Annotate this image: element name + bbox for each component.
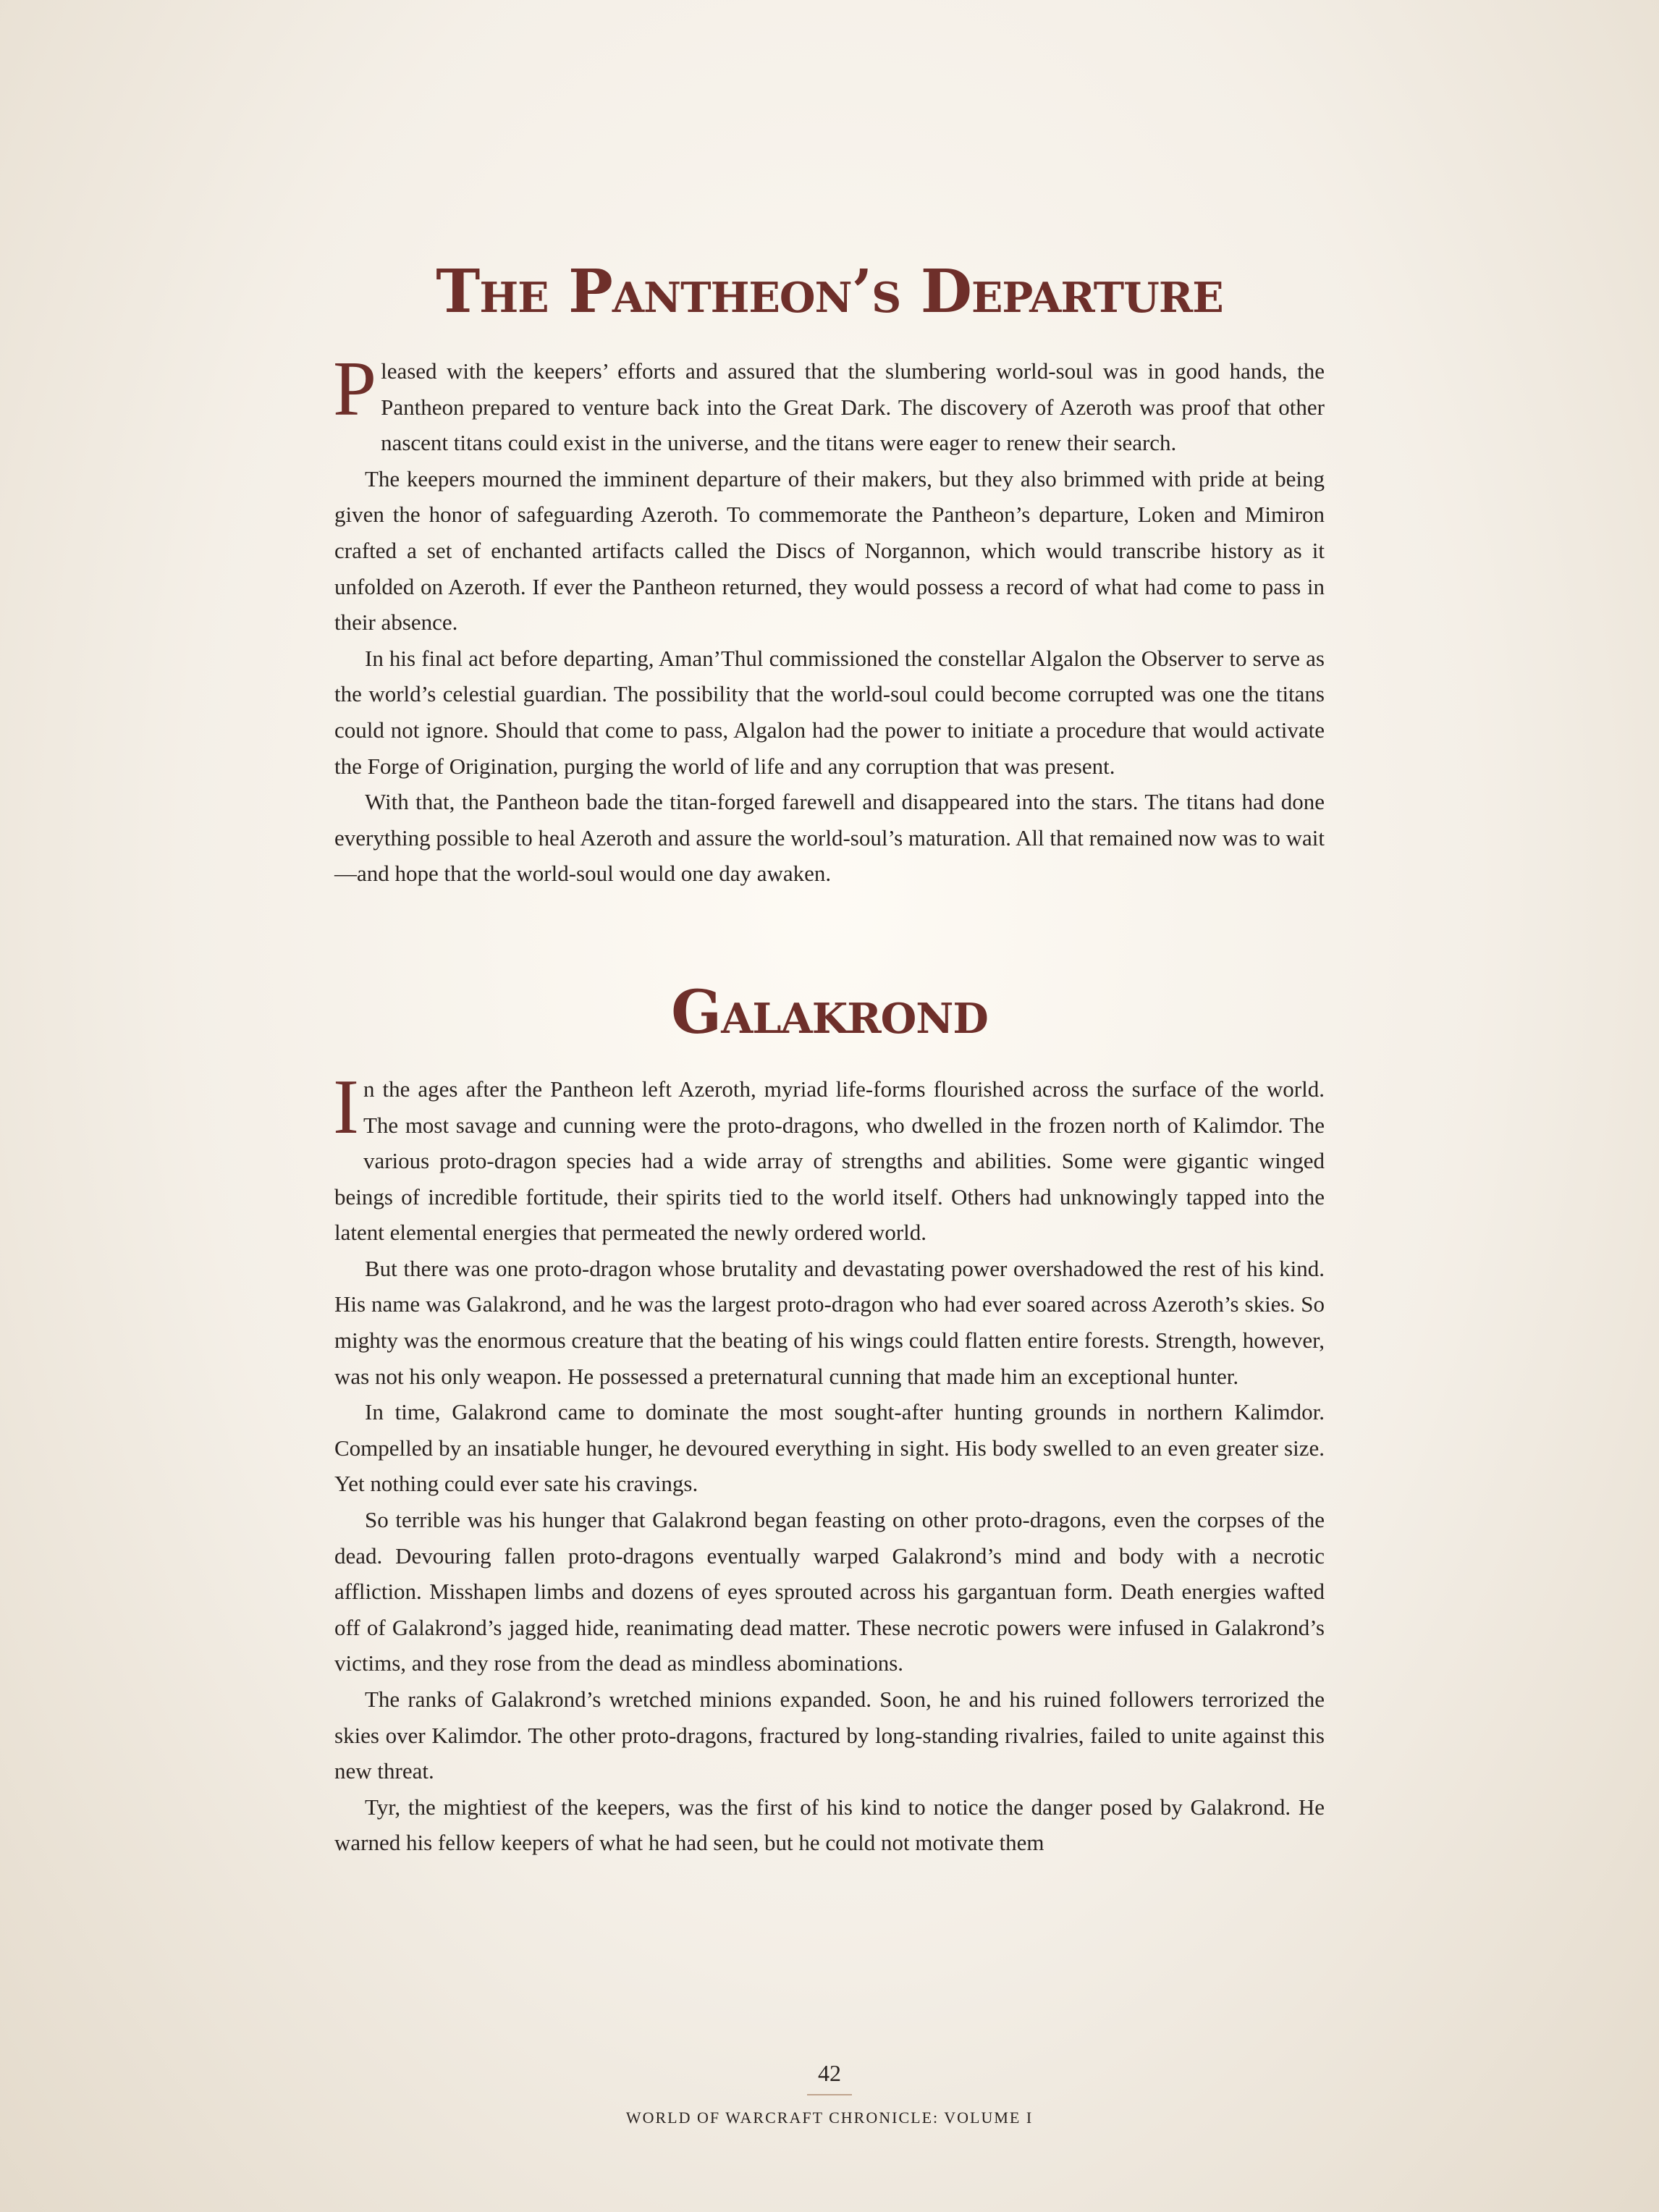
paragraph: In time, Galakrond came to dominate the most sought-after hunting grounds in northern Kalimdor. Compelled by an insatiable hunger, he devoured everything in sight. His body swelled to an even greater size. Yet nothing could ever sate his cravings.: [334, 1399, 1325, 1497]
paragraph: But there was one proto-dragon whose brutality and devastating power overshadowed the rest of his kind. His name was Galakrond, and he was the largest proto-dragon who had ever soared across Azeroth’s skies. So mighty was the enormous creature that the beating of his wings could flatten entire forests. Strength, however, was not his only weapon. He possessed a preternatural cunning that made him an exceptional hunter.: [334, 1255, 1325, 1389]
page-content: [334, 246, 1325, 1861]
paragraph: So terrible was his hunger that Galakrond began feasting on other proto-dragons, even the corpses of the dead. Devouring fallen proto-dragons eventually warped Galakrond’s mind and body with a necrotic affliction. Misshapen limbs and dozens of eyes sprouted across his gargantuan form. Death energies wafted off of Galakrond’s jagged hide, reanimating dead matter. These necrotic powers were infused in Galakrond’s victims, and they rose from the dead as mindless abominations.: [334, 1507, 1325, 1676]
section-body-pantheon-departure: [333, 346, 1325, 892]
running-footer-title: WORLD OF WARCRAFT CHRONICLE: VOLUME I: [625, 2108, 1034, 2127]
drop-cap: I: [333, 1063, 359, 1150]
footer-divider: [807, 2094, 852, 2095]
paragraph: In his final act before departing, Aman’Thul commissioned the constellar Algalon the Observer to serve as the world’s celestial guardian. The possibility that the world-soul could become corrupted was one the titans could not ignore. Should that come to pass, Algalon had the power to initiate a procedure that would activate the Forge of Origination, purging the world of life and any corruption that was present.: [334, 645, 1325, 779]
page-number: 42: [818, 2060, 841, 2086]
paragraph: With that, the Pantheon bade the titan-forged farewell and disappeared into the stars. The titans had done everything possible to heal Azeroth and assure the world-soul’s maturation. All that remained now was to wait—and hope that the world-soul would one day awaken.: [334, 789, 1325, 887]
section-title-pantheon-departure: The Pantheon’s Departure: [436, 257, 1223, 326]
paragraph: Pleased with the keepers’ efforts and assured that the slumbering world-soul was in good hands, the Pantheon prepared to venture back into the Great Dark. The discovery of Azeroth was proof that other nascent titans could exist in the universe, and the titans were eager to renew their search.: [333, 346, 1325, 456]
section-body-galakrond: [333, 1063, 1325, 1861]
section-title-galakrond: Galakrond: [671, 977, 988, 1047]
paragraph: The keepers mourned the imminent departure of their makers, but they also brimmed with pride at being given the honor of safeguarding Azeroth. To commemorate the Pantheon’s departure, Loken and Mimiron crafted a set of enchanted artifacts called the Discs of Norgannon, which would transcribe history as it unfolded on Azeroth. If ever the Pantheon returned, they would possess a record of what had come to pass in their absence.: [334, 465, 1325, 636]
paragraph: The ranks of Galakrond’s wretched minions expanded. Soon, he and his ruined followers terrorized the skies over Kalimdor. The other proto-dragons, fractured by long-standing rivalries, failed to unite against this new threat.: [334, 1687, 1325, 1784]
page-footer: [0, 2060, 1659, 2127]
paragraph: In the ages after the Pantheon left Azeroth, myriad life-forms flourished across the surface of the world. The most savage and cunning were the proto-dragons, who dwelled in the frozen north of Kalimdor. The various proto-dragon species had a wide array of strengths and abilities. Some were gigantic winged beings of incredible fortitude, their spirits tied to the world itself. Others had unknowingly tapped into the latent elemental energies that permeated the newly ordered world.: [333, 1063, 1325, 1246]
drop-cap: P: [333, 346, 377, 432]
paragraph: Tyr, the mightiest of the keepers, was the first of his kind to notice the danger posed by Galakrond. He warned his fellow keepers of what he had seen, but he could not motivate them: [334, 1794, 1325, 1856]
